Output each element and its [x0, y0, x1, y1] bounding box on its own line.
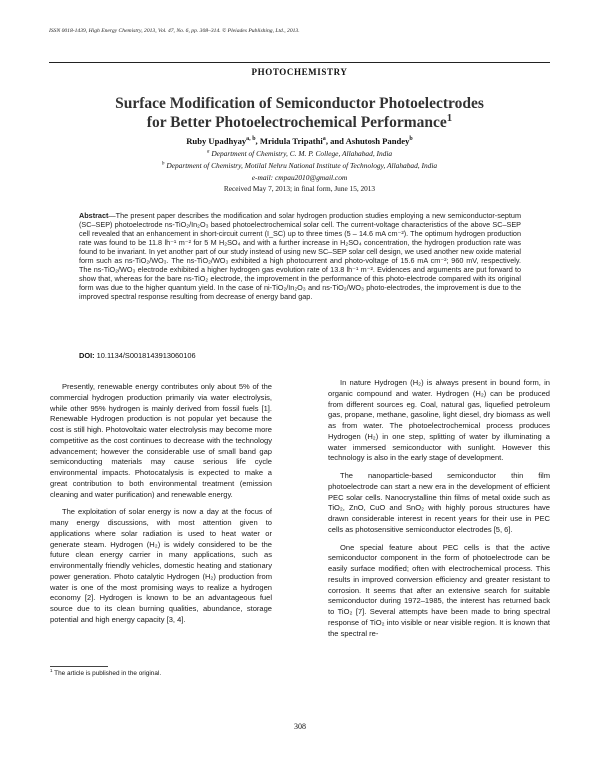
body-paragraph: The nanoparticle-based semiconductor thin film photoelectrode can start a new era in the development of efficient PEC solar cells. Nanocrystalline thin films of metal oxide such as TiO₂, ZnO, CuO and SnO₂ with highly porous structures have drawn considerable interest in recent years for their use in PEC cells as photosensitive semiconductor electrodes [5, 6]. [328, 471, 550, 534]
author-list [49, 136, 550, 147]
author-3: and Ashutosh Pandey [330, 136, 410, 146]
abstract-label: Abstract [79, 211, 109, 220]
affiliation-b-text: Department of Chemistry, Motilal Nehru National Institute of Technology, Allahabad, India [166, 161, 438, 170]
footnote-text: The article is published in the original. [54, 670, 162, 677]
section-bar [49, 62, 550, 77]
doi-value[interactable]: 10.1134/S0018143913060106 [96, 351, 196, 360]
author-separator: , [325, 136, 331, 146]
affiliation-b-mark: b [161, 160, 165, 167]
doi-line [79, 351, 521, 360]
title-footnote-mark: 1 [446, 111, 453, 124]
footnote-mark: 1 [50, 667, 53, 673]
abstract [79, 211, 521, 301]
body-column-right [328, 378, 550, 646]
affiliation-a-text: Department of Chemistry, C. M. P. College, Allahabad, India [211, 149, 393, 158]
footnote-divider [50, 666, 108, 667]
section-label: PHOTOCHEMISTRY [251, 67, 348, 77]
contact-email: e-mail: cmpau2010@gmail.com [251, 173, 348, 182]
body-column-left [50, 382, 272, 633]
body-paragraph: One special feature about PEC cells is that the active semiconductor component in the form of photoelectrode can be easily surface modified; often with electrochemical process. This results in improved conversion efficiency and greater resistant to corrosion. It seems that after an extensive search for suitable semiconductor during 1972–1985, the interest has returned back to TiO₂ [7]. Several attempts have been made to bring spectral response of TiO₂ into visible or near visible region. It is known that the spectral re- [328, 542, 550, 638]
doi-label: DOI: [79, 351, 95, 360]
author-3-affil: b [409, 136, 413, 143]
affiliation-a-mark: a [206, 148, 210, 155]
author-separator: , [255, 136, 260, 146]
title-line-2 [49, 111, 550, 133]
author-2: Mridula Tripathi [259, 136, 323, 146]
body-paragraph: The exploitation of solar energy is now a day at the focus of many energy discussions, with most attention given to applications where solar radiation is used to heat water or generate steam. Hydrogen (H₂) is widely considered to be the future clean energy carrier in many applications, such as environmentally friendly vehicles, domestic heating and stationary power generation. Photo catalytic Hydrogen (H₂) production from water is one of the most promising ways to realize a hydrogen economy [2]. Hydrogen is known to be an advantageous fuel source due to its clean burning qualities, abundance, storage potential and high energy capacity [3, 4]. [50, 507, 272, 624]
body-paragraph: Presently, renewable energy contributes only about 5% of the commercial hydrogen production primarily via water electrolysis, while other 95% hydrogen is mainly derived from fossil fuels [1]. Renewable Hydrogen production is not popular yet because the cost is still high. Photovoltaic water electrolysis may become more competitive as the cost continues to decrease with the technology advancement; however the considerable use of small band gap semiconducting materials may cause serious life cycle environmental impacts. Photocatalysis is expected to make a great contribution to both environmental treatment (emission cleaning and water purification) and renewable energy. [50, 382, 272, 499]
footnote [50, 667, 272, 677]
author-2-affil: a [322, 136, 326, 143]
author-1-affil: a, b [246, 136, 256, 143]
abstract-text: The present paper describes the modification and solar hydrogen production studies employing a new semiconductor-septum (SC–SEP) photoelectrode ns-TiO₂/In₂O₃ based photoelectrochemical solar cell. The current-voltage characteristics of the above SC–SEP cell revealed that an enhancement in short-circuit current (I_SC) up to three times (5 – 14.6 mA cm⁻²). The optimum hydrogen production rate was found to be 11.8 lh⁻¹ m⁻² for 5 M H₂SO₄ and with a further increase in H₂SO₄ concentration, the hydrogen production rate was found to be invariant. In yet another part of our study instead of using new SC–SEP solar cell design, we used another new oxide material form such as ns-TiO₂/WO₃. The ns-TiO₂/WO₃ exhibited a high photocurrent and photo-voltage of 15.6 mA cm⁻²; 960 mV, respectively. The ns-TiO₂/WO₃ electrode exhibited a higher hydrogen gas evolution rate of 13.8 lh⁻¹ m⁻². Evidences and arguments are put forward to show that, whereas for the bare ns-TiO₂ electrode, the improvement in the performance of this photo-electrode compared with its original form was due to the higher quantum yield. In the case of ni-TiO₂/In₂O₃ and ns-TiO₂/WO₃ photo-electrodes, the improvement is due to the improved spectral response resulting from decrease of energy band gap. [79, 211, 521, 302]
title-line-2-text: for Better Photoelectrochemical Performance [146, 113, 447, 131]
affiliation-a [49, 149, 550, 159]
author-1: Ruby Upadhyay [186, 136, 247, 146]
page-number: 308 [294, 722, 306, 731]
title-line-1: Surface Modification of Semiconductor Photoelectrodes [115, 95, 484, 112]
running-head: ISSN 0018-1439, High Energy Chemistry, 2013, Vol. 47, No. 6, pp. 308–314. © Pleiades Publishing, Ltd., 2013. [49, 28, 300, 34]
body-paragraph: In nature Hydrogen (H₂) is always present in bound form, in organic compound and water. Hydrogen (H₂) can be produced from different sources eg. Coal, natural gas, liquefied petroleum gas, propane, methane, gasoline, light diesel, dry biomass as well as from water. The photoelectrochemical process produces Hydrogen (H₂) in one step, splitting of water by illuminating a water immersed semiconductor with sunlight. However this technology is also in the early stage of development. [328, 378, 550, 463]
received-dates: Received May 7, 2013; in final form, June 15, 2013 [223, 184, 376, 193]
article-title [49, 95, 550, 132]
abstract-dash: — [108, 211, 116, 220]
affiliation-b [49, 161, 550, 171]
